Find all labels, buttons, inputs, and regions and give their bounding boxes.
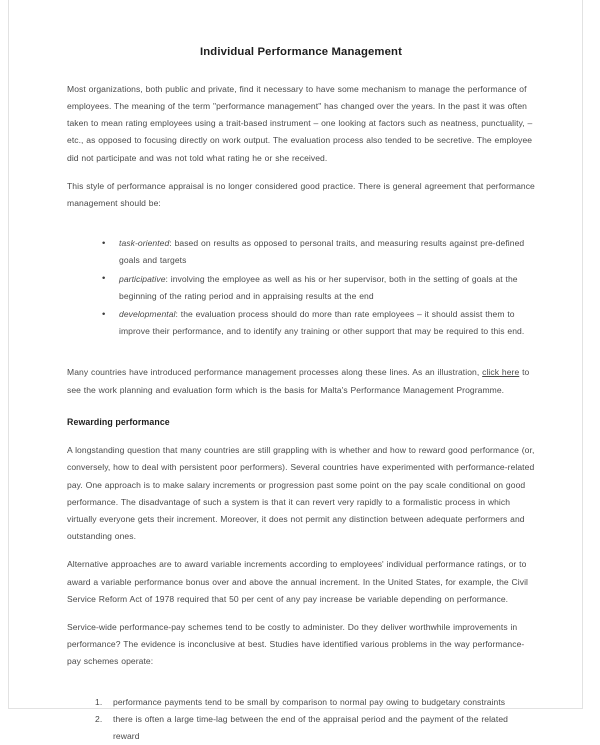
document-page (8, 0, 583, 742)
illustration-lead-text: Many countries have introduced performance management processes along these lines. As an illustration, (67, 367, 483, 378)
paragraph-service-wide: Service-wide performance-pay schemes tend to be costly to administer. Do they deliver worthwhile improvements in performance? The evidence is inconclusive at best. Studies have identified various problems in the way performance-pay schemes operate: (67, 622, 525, 667)
bullet-text: : involving the employee as well as his or her supervisor, both in the setting of goals at the beginning of the rating period and in appraising results at the end (119, 273, 518, 301)
bullet-term: developmental (119, 309, 176, 320)
section-heading-rewarding-performance: Rewarding performance (67, 416, 170, 427)
page-title: Individual Performance Management (199, 46, 403, 58)
list-item: there is often a large time-lag between the end of the appraisal period and the payment of the related reward (113, 713, 508, 742)
paragraph-appraisal-style: This style of performance appraisal is no longer considered good practice. There is general agreement that performance management should be: (67, 180, 535, 209)
bullet-term: participative (119, 273, 166, 284)
list-item (67, 306, 535, 340)
list-item (67, 235, 535, 269)
list-spacer (67, 221, 535, 235)
post-list-spacer (67, 350, 535, 364)
paragraph-illustration (67, 364, 535, 398)
paragraph-intro: Most organizations, both public and private, find it necessary to have some mechanism to manage the performance of employees. The meaning of the term "performance management" has changed over the years. In the past it was often taken to mean rating employees using a trait-based instrument – one looking at factors such as neatness, punctuality, – etc., as opposed to focusing directly on work output. The evaluation process also tended to be secretive. The employee did not participate and was not told what rating he or she received. (67, 83, 533, 163)
numbered-list-spacer (67, 680, 535, 694)
document-content (67, 45, 535, 745)
list-item: performance payments tend to be small by comparison to normal pay owing to budgetary constraints (113, 696, 506, 707)
click-here-link[interactable]: click here (482, 367, 520, 378)
bullet-text: : the evaluation process should do more than rate employees – it should assist them to improve their performance, and to identify any training or other support that may be required to this end. (119, 309, 525, 337)
paragraph-rewarding-intro: A longstanding question that many countries are still grappling with is whether and how to reward good performance (or, conversely, how to deal with persistent poor performers). Several countries have experimented with performance-related pay. One approach is to make salary increments or progression past some point on the pay scale conditional on good performance. The disadvantage of such a system is that it can revert very rapidly to a formalistic process in which virtually everyone gets their increment. Moreover, it does not permit any distinction between adequate performers and outstanding ones. (67, 445, 535, 542)
characteristics-bullet-list (67, 235, 535, 340)
illustration-tail-text: to see the work planning and evaluation form which is the basis for Malta's Performance Management Programme. (67, 367, 530, 395)
problems-numbered-list (67, 694, 535, 745)
bullet-text: : based on results as opposed to personal traits, and measuring results against pre-defined goals and targets (119, 238, 525, 266)
bullet-term: task-oriented (119, 238, 170, 249)
paragraph-alternative-approaches: Alternative approaches are to award variable increments according to employees' individual performance ratings, or to award a variable performance bonus over and above the annual increment. In the United States, for example, the Civil Service Reform Act of 1978 required that 50 per cent of any pay increase be variable depending on performance. (67, 559, 529, 604)
list-item (67, 271, 535, 305)
